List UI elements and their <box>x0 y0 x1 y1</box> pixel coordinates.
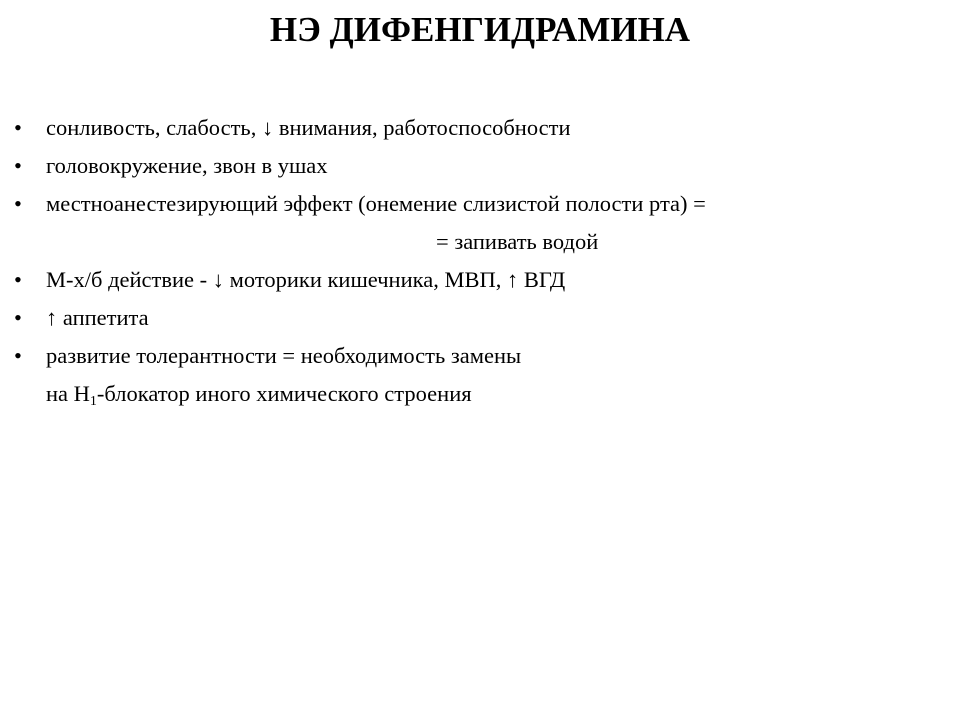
list-item-text: М-х/б действие - ↓ моторики кишечника, МВП, ↑ ВГД <box>46 267 566 292</box>
list-item-text: ↑ аппетита <box>46 305 149 330</box>
list-item <box>0 337 960 375</box>
list-item <box>0 109 960 147</box>
list-item-text: головокружение, звон в ушах <box>46 153 328 178</box>
list-item <box>0 299 960 337</box>
list-item-text: сонливость, слабость, ↓ внимания, работоспособности <box>46 115 571 140</box>
list-item <box>0 185 960 223</box>
bullet-marker: • <box>14 115 22 140</box>
bullet-marker: • <box>14 343 22 368</box>
list-item <box>0 261 960 299</box>
bullet-marker: • <box>14 153 22 178</box>
list-item <box>0 147 960 185</box>
continuation-suffix: -блокатор иного химического строения <box>96 381 472 406</box>
list-item-continuation-text <box>46 375 472 413</box>
list-item-continuation <box>0 375 960 413</box>
bullet-marker: • <box>14 305 22 330</box>
list-item-text: развитие толерантности = необходимость замены <box>46 343 522 368</box>
continuation-prefix: на Н <box>46 381 90 406</box>
list-item-text: местноанестезирующий эффект (онемение слизистой полости рта) = <box>46 191 706 216</box>
bullet-list <box>0 109 960 413</box>
list-item-continuation <box>0 223 960 261</box>
bullet-marker: • <box>14 267 22 292</box>
bullet-marker: • <box>14 191 22 216</box>
subscript: 1 <box>89 394 97 409</box>
list-item-continuation-text: = запивать водой <box>436 229 599 254</box>
slide-title: НЭ ДИФЕНГИДРАМИНА <box>269 10 691 49</box>
